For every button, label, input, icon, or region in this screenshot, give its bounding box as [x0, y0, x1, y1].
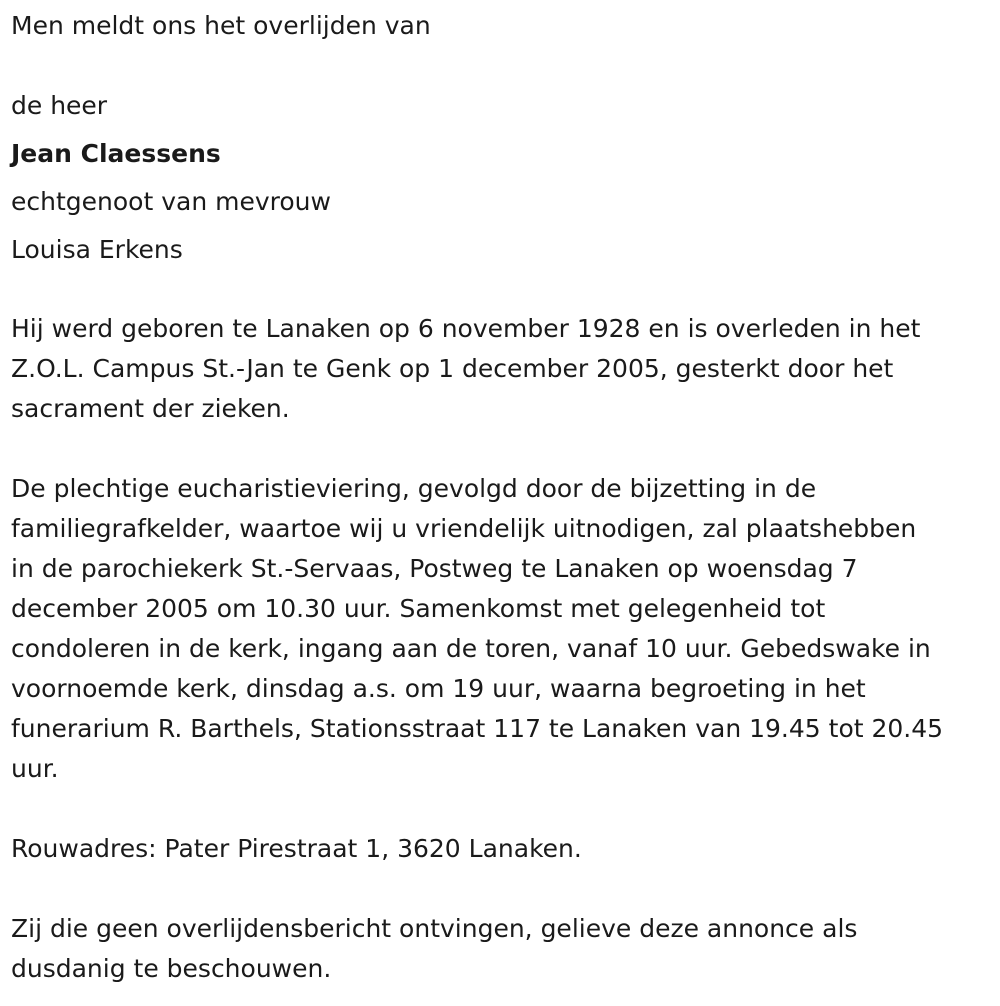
spouse-name: Louisa Erkens — [11, 235, 183, 264]
closing-paragraph: Zij die geen overlijdensbericht ontvingen, gelieve deze annonce als dusdanig te beschouwen. — [11, 914, 858, 983]
birth-death-paragraph: Hij werd geboren te Lanaken op 6 november 1928 en is overleden in het Z.O.L. Campus St.-Jan te Genk op 1 december 2005, gesterkt door het sacrament der zieken. — [11, 314, 921, 423]
deceased-name: Jean Claessens — [11, 139, 221, 168]
honorific: de heer — [11, 91, 108, 120]
ceremony-paragraph: De plechtige eucharistieviering, gevolgd door de bijzetting in de familiegrafkelder, waartoe wij u vriendelijk uitnodigen, zal plaatshebben in de parochiekerk St.-Servaas, Postweg te Lanaken op woensdag 7 december 2005 om 10.30 uur. Samenkomst met gelegenheid tot condoleren in de kerk, ingang aan de toren, vanaf 10 uur. Gebedswake in voornoemde kerk, dinsdag a.s. om 19 uur, waarna begroeting in het funerarium R. Barthels, Stationsstraat 117 te Lanaken van 19.45 tot 20.45 uur. — [11, 474, 944, 783]
intro-text: Men meldt ons het overlijden van — [11, 11, 431, 40]
mourning-address: Rouwadres: Pater Pirestraat 1, 3620 Lanaken. — [11, 834, 582, 863]
relation-text: echtgenoot van mevrouw — [11, 187, 331, 216]
